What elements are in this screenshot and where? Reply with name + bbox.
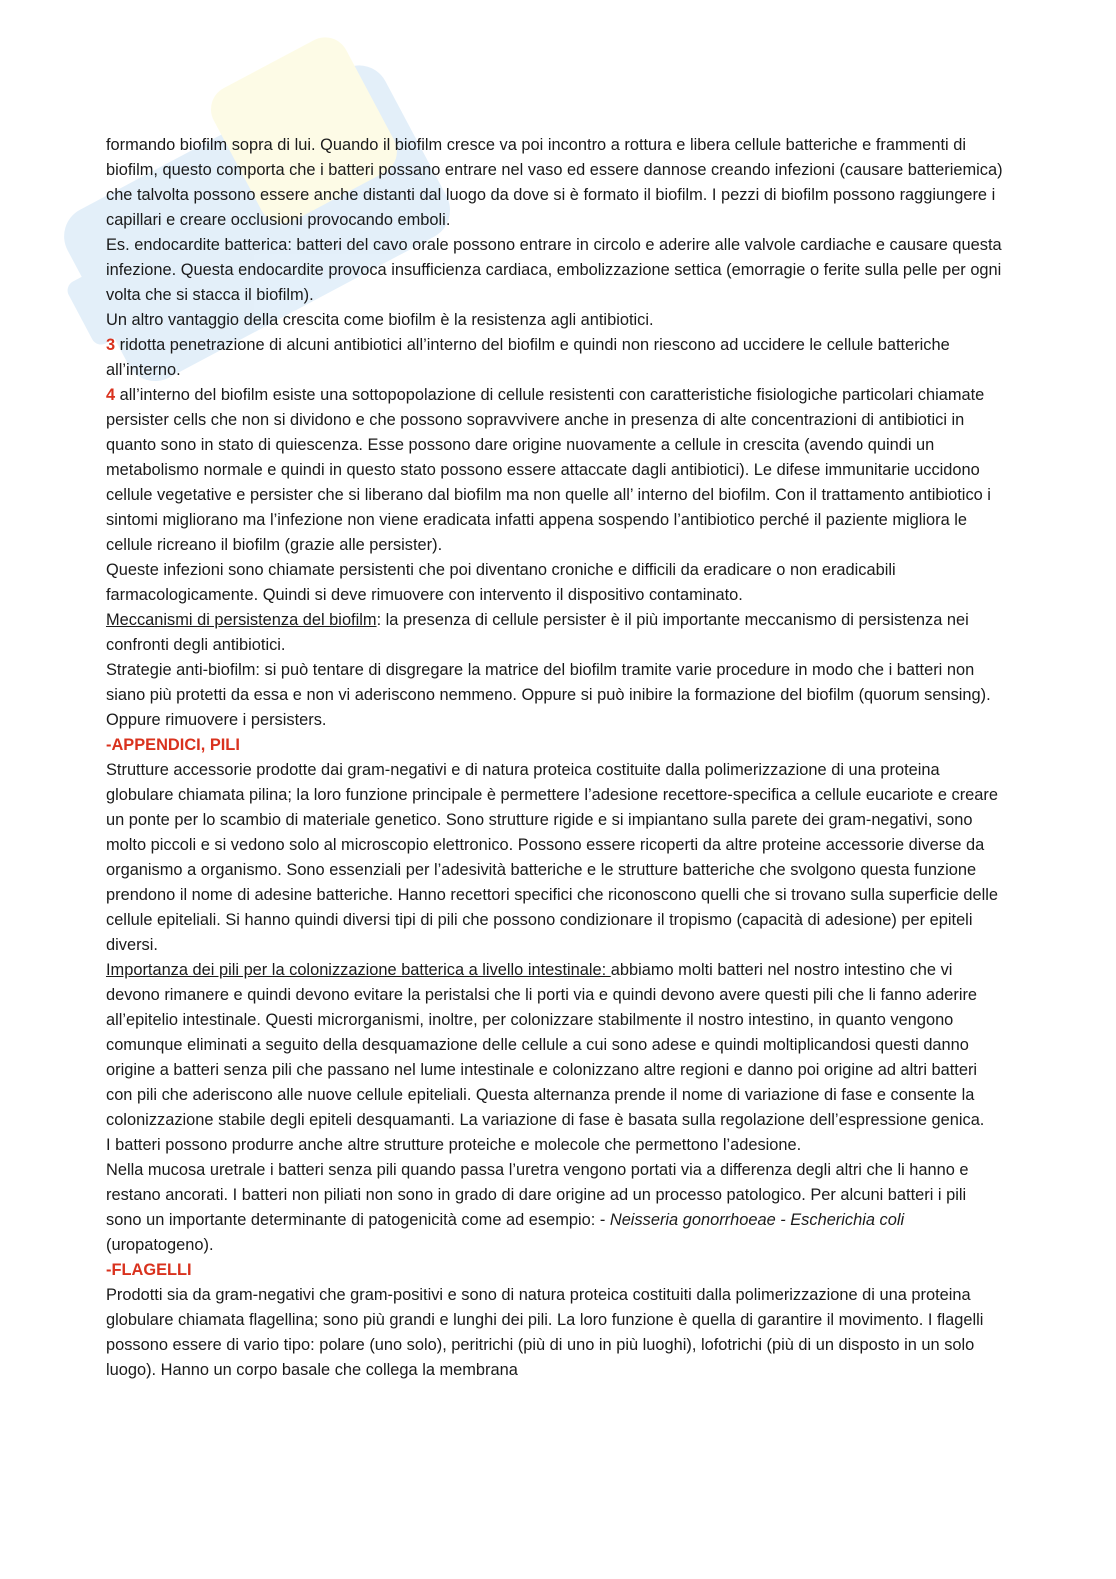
- paragraph-tail: (uropatogeno).: [106, 1236, 214, 1254]
- paragraph-flagella-description: Prodotti sia da gram-negativi che gram-positivi e sono di natura proteica costituiti dalla polimerizzazione di una proteina globulare chiamata flagellina; sono più grandi e lunghi dei pili. La loro funzione è quella di garantire il movimento. I flagelli possono essere di vario tipo: polare (uno solo), peritrichi (più di uno in più luoghi), lofotrichi (più di un disposto in un solo luogo). Hanno un corpo basale che collega la membrana: [106, 1286, 984, 1379]
- list-item-4: [106, 383, 1006, 558]
- section-heading-flagelli: -FLAGELLI: [106, 1261, 192, 1279]
- list-number-3: 3: [106, 336, 116, 354]
- document-page: [106, 133, 1006, 1383]
- paragraph-intestinal-colonization: [106, 958, 1006, 1133]
- list-text-3: ridotta penetrazione di alcuni antibiotici all’interno del biofilm e quindi non riescono ad uccidere le cellule batteriche all’interno.: [106, 336, 950, 379]
- paragraph-urethral-mucosa: [106, 1158, 1006, 1258]
- underlined-term: Meccanismi di persistenza del biofilm: [106, 611, 377, 629]
- paragraph-biofilm-rupture: formando biofilm sopra di lui. Quando il biofilm cresce va poi incontro a rottura e libera cellule batteriche e frammenti di biofilm, questo comporta che i batteri possano entrare nel vaso ed essere dannose creando infezioni (causare batteriemica) che talvolta possono essere anche distanti dal luogo da dove si è formato il biofilm. I pezzi di biofilm possono raggiungere i capillari e creare occlusioni provocando emboli.: [106, 136, 1003, 229]
- list-item-3: [106, 333, 1006, 383]
- paragraph-persistent-infections: Queste infezioni sono chiamate persistenti che poi diventano croniche e difficili da eradicare o non eradicabili farmacologicamente. Quindi si deve rimuovere con intervento il dispositivo contaminato.: [106, 561, 896, 604]
- section-heading-pili: -APPENDICI, PILI: [106, 736, 240, 754]
- list-number-4: 4: [106, 386, 116, 404]
- paragraph-text: abbiamo molti batteri nel nostro intestino che vi devono rimanere e quindi devono evitare la peristalsi che li porti via e quindi devono avere questi pili che li fanno aderire all’epitelio intestinale. Questi microrganismi, inoltre, per colonizzare stabilmente il nostro intestino, in quanto vengono comunque eliminati a seguito della desquamazione delle cellule a cui sono adese e quindi moltiplicandosi questi danno origine a batteri senza pili che passano nel lume intestinale e colonizzano altre regioni e danno poi origine ad altri batteri con pili che aderiscono alle nuove cellule epiteliali. Questa alternanza prende il nome di variazione di fase e consente la colonizzazione stabile degli epiteli desquamanti. La variazione di fase è basata sulla regolazione dell’espressione genica.: [106, 961, 985, 1129]
- underlined-term: Importanza dei pili per la colonizzazione batterica a livello intestinale:: [106, 961, 611, 979]
- species-names: Neisseria gonorrhoeae - Escherichia coli: [609, 1211, 905, 1229]
- paragraph-text: : la presenza di cellule persister è il più importante meccanismo di persistenza nei confronti degli antibiotici.: [106, 611, 969, 654]
- paragraph-endocarditis-example: Es. endocardite batterica: batteri del cavo orale possono entrare in circolo e aderire alle valvole cardiache e causare questa infezione. Questa endocardite provoca insufficienza cardiaca, embolizzazione settica (emorragie o ferite sulla pelle per ogni volta che si stacca il biofilm).: [106, 236, 1002, 304]
- paragraph-adhesion-structures: I batteri possono produrre anche altre strutture proteiche e molecole che permettono l’adesione.: [106, 1136, 802, 1154]
- paragraph-persistence-mechanisms: [106, 608, 1006, 658]
- paragraph-anti-biofilm-strategies: Strategie anti-biofilm: si può tentare di disgregare la matrice del biofilm tramite varie procedure in modo che i batteri non siano più protetti da essa e non vi aderiscono nemmeno. Oppure si può inibire la formazione del biofilm (quorum sensing). Oppure rimuovere i persisters.: [106, 661, 991, 729]
- paragraph-pili-description: Strutture accessorie prodotte dai gram-negativi e di natura proteica costituite dalla polimerizzazione di una proteina globulare chiamata pilina; la loro funzione principale è permettere l’adesione recettore-specifica a cellule eucariote e creare un ponte per lo scambio di materiale genetico. Sono strutture rigide e si impiantano sulla parete dei gram-negativi, sono molto piccoli e si vedono solo al microscopio elettronico. Possono essere ricoperti da altre proteine accessorie diverse da organismo a organismo. Sono essenziali per l’adesività batteriche e le strutture batteriche che svolgono questa funzione prendono il nome di adesine batteriche. Hanno recettori specifici che riconoscono quelli che si trovano sulla superficie delle cellule epiteliali. Si hanno quindi diversi tipi di pili che possono condizionare il tropismo (capacità di adesione) per epiteli diversi.: [106, 761, 998, 954]
- paragraph-antibiotic-resistance: Un altro vantaggio della crescita come biofilm è la resistenza agli antibiotici.: [106, 311, 654, 329]
- paragraph-text: Nella mucosa uretrale i batteri senza pili quando passa l’uretra vengono portati via a differenza degli altri che li hanno e restano ancorati. I batteri non piliati non sono in grado di dare origine ad un processo patologico. Per alcuni batteri i pili sono un importante determinante di patogenicità come ad esempio: -: [106, 1161, 969, 1229]
- list-text-4: all’interno del biofilm esiste una sottopopolazione di cellule resistenti con caratteristiche fisiologiche particolari chiamate persister cells che non si dividono e che possono sopravvivere anche in presenza di alte concentrazioni di antibiotici in quanto sono in stato di quiescenza. Esse possono dare origine nuovamente a cellule in crescita (avendo quindi un metabolismo normale e quindi in questo stato possono essere attaccate dagli antibiotici). Le difese immunitarie uccidono cellule vegetative e persister che si liberano dal biofilm ma non quelle all’ interno del biofilm. Con il trattamento antibiotico i sintomi migliorano ma l’infezione non viene eradicata infatti appena sospendo l’antibiotico perché il paziente migliora le cellule ricreano il biofilm (grazie alle persister).: [106, 386, 991, 554]
